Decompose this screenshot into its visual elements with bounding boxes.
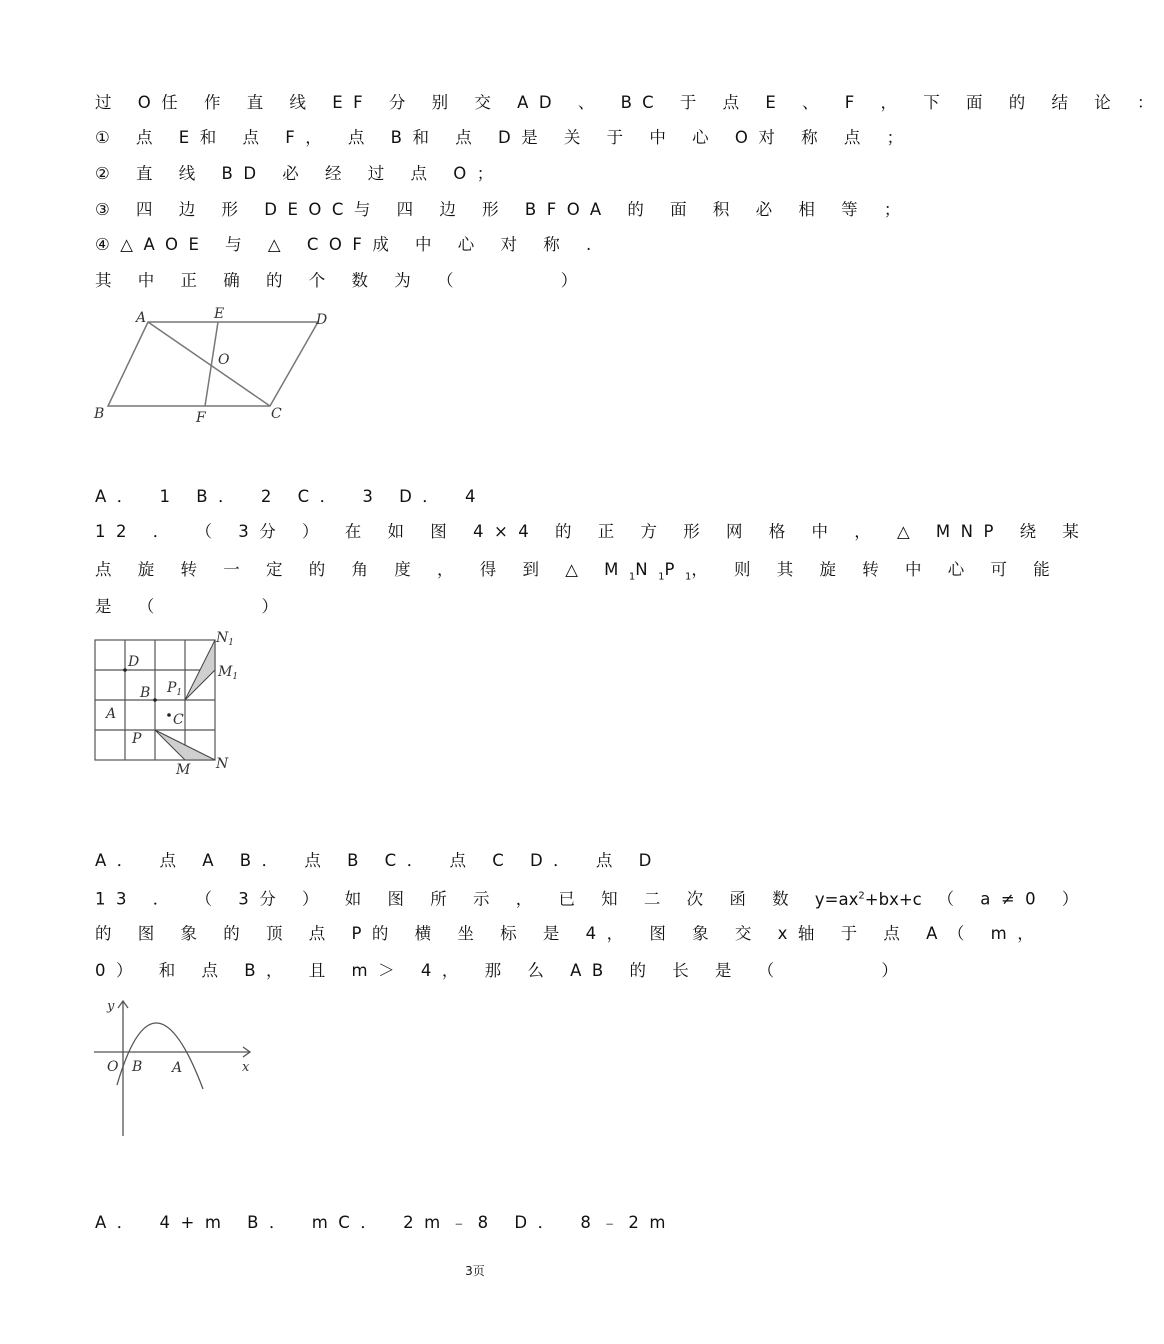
q13-label-o: O (107, 1059, 119, 1075)
q12-label-m: M (176, 762, 191, 778)
q12-triangle-n1-sub: 1 (658, 571, 665, 583)
q12-stem-line-2-start: 点 旋 转 一 定 的 角 度 ， 得 到 △ (95, 560, 605, 579)
q13-equation-part-a: y=ax (814, 889, 859, 909)
q13-stem-line-3: 0） 和 点 B， 且 m＞ 4， 那 么 AB 的 长 是 （ ） (95, 961, 909, 980)
q11-label-o: O (218, 352, 230, 368)
q11-parallelogram-figure (90, 300, 340, 430)
q11-conclusion-4: ④△AOE 与 △ COF成 中 心 对 称 . (95, 235, 602, 254)
q12-label-b: B (140, 685, 151, 701)
q11-label-c: C (271, 406, 282, 422)
q13-label-b: B (132, 1059, 143, 1075)
q12-label-c: C (173, 712, 184, 728)
q13-options: A． 4+m B． mC． 2m﹣8 D． 8﹣2m (95, 1213, 676, 1232)
q11-label-d: D (316, 312, 328, 328)
q13-stem-line-1 (95, 885, 1089, 911)
q12-triangle-p1: P (664, 560, 685, 579)
q12-label-p1: $P_1$ (167, 680, 183, 698)
q12-label-n: N (216, 756, 229, 772)
q12-triangle-m1: M (604, 560, 629, 579)
q13-equation-part-b: +bx+c (864, 889, 922, 909)
q11-label-a: A (136, 310, 147, 326)
q12-stem-line-3: 是 （ ） (95, 597, 289, 616)
q12-triangle-n1: N (635, 560, 659, 579)
q12-label-n1: $N_1$ (216, 630, 234, 648)
q12-label-p: P (132, 731, 142, 747)
q11-label-f: F (196, 410, 206, 426)
q11-options: A． 1 B． 2 C． 3 D． 4 (95, 487, 487, 506)
q12-triangle-m1-sub: 1 (628, 571, 636, 583)
q11-conclusion-1: ① 点 E和 点 F， 点 B和 点 D是 关 于 中 心 O对 称 点 ； (95, 128, 914, 147)
q12-triangle-p1-sub: 1 (684, 571, 692, 583)
q13-label-a: A (172, 1060, 183, 1076)
q13-equation (815, 890, 922, 909)
q11-conclusion-3: ③ 四 边 形 DEOC与 四 边 形 BFOA 的 面 积 必 相 等 ； (95, 200, 911, 219)
q12-grid-figure (90, 630, 250, 780)
q11-label-e: E (214, 306, 225, 322)
q13-stem-line-2: 的 图 象 的 顶 点 P的 横 坐 标 是 4， 图 象 交 x轴 于 点 A（ m， (95, 924, 1045, 943)
q13-stem-line-1-start: 13 ． （ 3分 ） 如 图 所 示 ， 已 知 二 次 函 数 (95, 889, 815, 909)
q12-label-d: D (128, 654, 140, 670)
q12-stem-line-2 (95, 559, 1060, 588)
q13-parabola-figure (90, 995, 265, 1145)
q11-label-b: B (94, 406, 105, 422)
q12-stem-line-2-end: ， 则 其 旋 转 中 心 可 能 (691, 560, 1061, 579)
q12-stem-line-1: 12 ． （ 3分 ） 在 如 图 4×4 的 正 方 形 网 格 中 ， △ MNP 绕 某 (95, 522, 1090, 541)
q12-label-a: A (106, 706, 117, 722)
q13-label-x: x (242, 1060, 250, 1075)
page-number: 3页 (465, 1264, 485, 1278)
q13-equation-exponent: 2 (858, 890, 865, 901)
q13-label-y: y (107, 999, 115, 1014)
q12-label-m1: $M_1$ (218, 664, 239, 682)
q11-question: 其 中 正 确 的 个 数 为 （ ） (95, 271, 588, 290)
q11-stem: 过 O任 作 直 线 EF 分 别 交 AD 、 BC 于 点 E 、 F ， 下 面 的 结 论 ： (95, 93, 1164, 112)
q13-stem-line-1-end: （ a≠0 ） (921, 889, 1089, 909)
q11-conclusion-2: ② 直 线 BD 必 经 过 点 O； (95, 164, 504, 183)
q12-options: A． 点 A B． 点 B C． 点 C D． 点 D (95, 851, 662, 870)
